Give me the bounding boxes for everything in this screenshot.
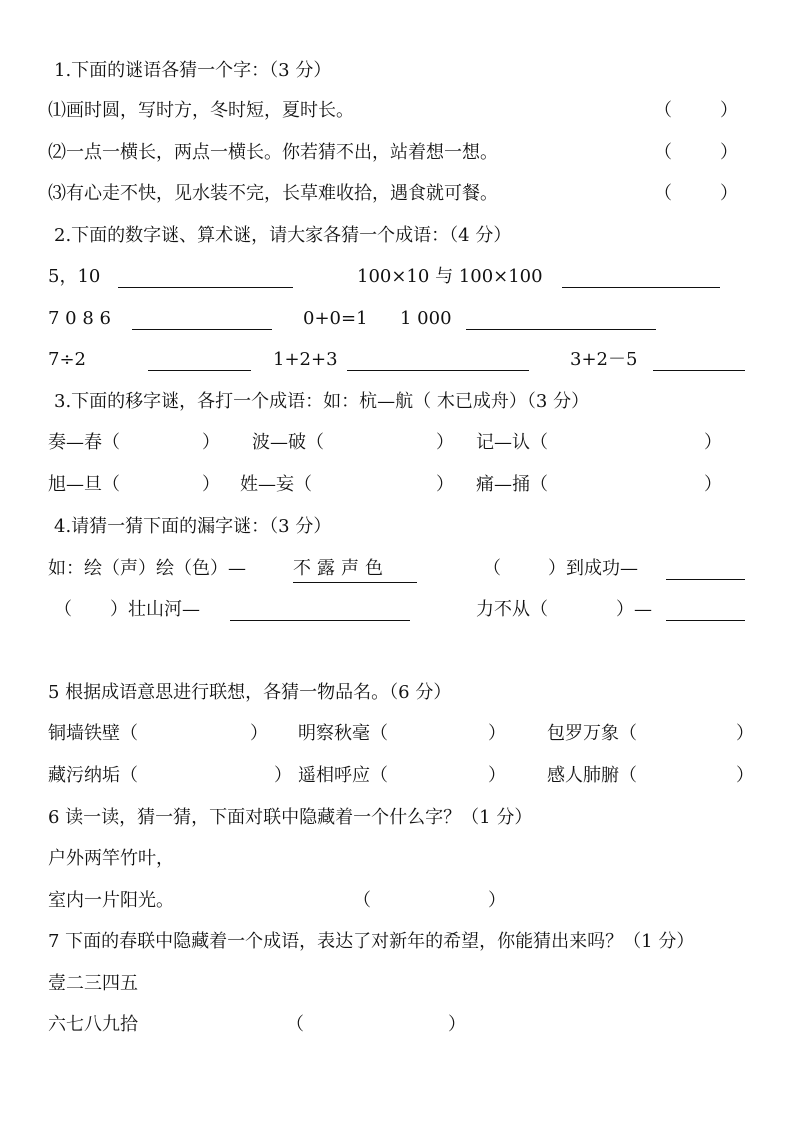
q1-item-2: ⑵一点一横长，两点一横长。你若猜不出，站着想一想。: [48, 142, 498, 163]
q1-item-1-close: ）: [720, 100, 738, 121]
q3-item-5-label: 姓—妄（: [240, 474, 312, 495]
q7-answer-open: （: [286, 1014, 304, 1035]
q5-item-1-label: 铜墙铁壁（: [48, 723, 138, 744]
q4-answer-blank-4[interactable]: [666, 620, 745, 621]
q3-title: 3.下面的移字谜，各打一个成语：如：杭—航（ 木已成舟）（3 分）: [54, 391, 590, 412]
q2-answer-blank-1[interactable]: [118, 287, 293, 288]
q2-riddle-7: 1+2+3: [273, 349, 338, 370]
q1-item-2-open: （: [654, 142, 672, 163]
q4-item-4-close: ）—: [616, 599, 652, 620]
q4-item-4-label: 力不从（: [476, 599, 548, 620]
q3-item-2-label: 波—破（: [252, 432, 324, 453]
q4-answer-blank-2[interactable]: [666, 579, 745, 580]
q3-item-5-close: ）: [436, 474, 454, 495]
q6-couplet-line-1: 户外两竿竹叶，: [48, 848, 174, 869]
q3-item-4-close: ）: [202, 474, 220, 495]
q1-title: 1.下面的谜语各猜一个字：（3 分）: [54, 60, 332, 81]
q1-item-3-open: （: [654, 183, 672, 204]
q5-item-5-label: 遥相呼应（: [298, 765, 388, 786]
q2-answer-blank-7[interactable]: [653, 370, 745, 371]
q3-item-1-close: ）: [202, 432, 220, 453]
q4-item-2-open: （: [483, 558, 501, 579]
q7-answer-close: ）: [448, 1014, 466, 1035]
q3-item-6-label: 痛—捅（: [476, 474, 548, 495]
q4-title: 4.请猜一猜下面的漏字谜：（3 分）: [54, 516, 332, 537]
q1-item-3: ⑶有心走不快，见水装不完，长草难收拾，遇食就可餐。: [48, 183, 498, 204]
q2-answer-blank-6[interactable]: [347, 370, 529, 371]
q4-example-answer: 不露声色: [293, 557, 417, 583]
q2-answer-blank-4[interactable]: [466, 329, 656, 330]
q5-item-4-close: ）: [274, 765, 292, 786]
q4-example-prefix: 如：绘（声）绘（色）—: [48, 558, 246, 579]
q6-answer-open: （: [353, 890, 371, 911]
q4-item-3-text: ）壮山河—: [110, 599, 200, 620]
q7-title: 7 下面的春联中隐藏着一个成语，表达了对新年的希望，你能猜出来吗？（1 分）: [48, 931, 695, 952]
q1-item-3-close: ）: [720, 183, 738, 204]
q5-item-1-close: ）: [250, 723, 268, 744]
q3-item-3-label: 记—认（: [476, 432, 548, 453]
q1-item-2-close: ）: [720, 142, 738, 163]
q7-couplet-line-2: 六七八九拾: [48, 1014, 138, 1035]
q5-item-6-label: 感人肺腑（: [547, 765, 637, 786]
q3-item-2-close: ）: [436, 432, 454, 453]
q2-riddle-4: 0+0=1: [303, 308, 368, 329]
q5-item-4-label: 藏污纳垢（: [48, 765, 138, 786]
q5-item-5-close: ）: [488, 765, 506, 786]
q4-item-2-text: ）到成功—: [548, 558, 638, 579]
q6-couplet-line-2: 室内一片阳光。: [48, 890, 174, 911]
q7-couplet-line-1: 壹二三四五: [48, 973, 138, 994]
q3-item-1-label: 奏—春（: [48, 432, 120, 453]
q2-riddle-8: 3+2－5: [570, 349, 638, 370]
q2-title: 2.下面的数字谜、算术谜，请大家各猜一个成语：（4 分）: [54, 225, 512, 246]
q3-item-6-close: ）: [704, 474, 722, 495]
q2-answer-blank-5[interactable]: [148, 370, 251, 371]
q1-item-1-open: （: [654, 100, 672, 121]
q5-item-3-label: 包罗万象（: [547, 723, 637, 744]
q6-title: 6 读一读，猜一猜，下面对联中隐藏着一个什么字？（1 分）: [48, 807, 533, 828]
q2-riddle-1: 5，10: [48, 266, 101, 287]
q5-item-6-close: ）: [736, 765, 754, 786]
q4-item-3-open: （: [54, 599, 72, 620]
q5-title: 5 根据成语意思进行联想，各猜一物品名。（6 分）: [48, 682, 452, 703]
q5-item-2-close: ）: [488, 723, 506, 744]
q3-item-3-close: ）: [704, 432, 722, 453]
q3-item-4-label: 旭—旦（: [48, 474, 120, 495]
q5-item-2-label: 明察秋毫（: [298, 723, 388, 744]
q2-answer-blank-3[interactable]: [132, 329, 272, 330]
q2-answer-blank-2[interactable]: [562, 287, 720, 288]
q2-riddle-5: 1 000: [400, 308, 452, 329]
q5-item-3-close: ）: [736, 723, 754, 744]
q4-answer-blank-3[interactable]: [230, 620, 410, 621]
q1-item-1: ⑴画时圆，写时方，冬时短，夏时长。: [48, 100, 354, 121]
q2-riddle-6: 7÷2: [48, 349, 86, 370]
q2-riddle-3: 7 0 8 6: [48, 308, 111, 329]
q6-answer-close: ）: [488, 890, 506, 911]
q2-riddle-2: 100×10 与 100×100: [357, 266, 543, 287]
